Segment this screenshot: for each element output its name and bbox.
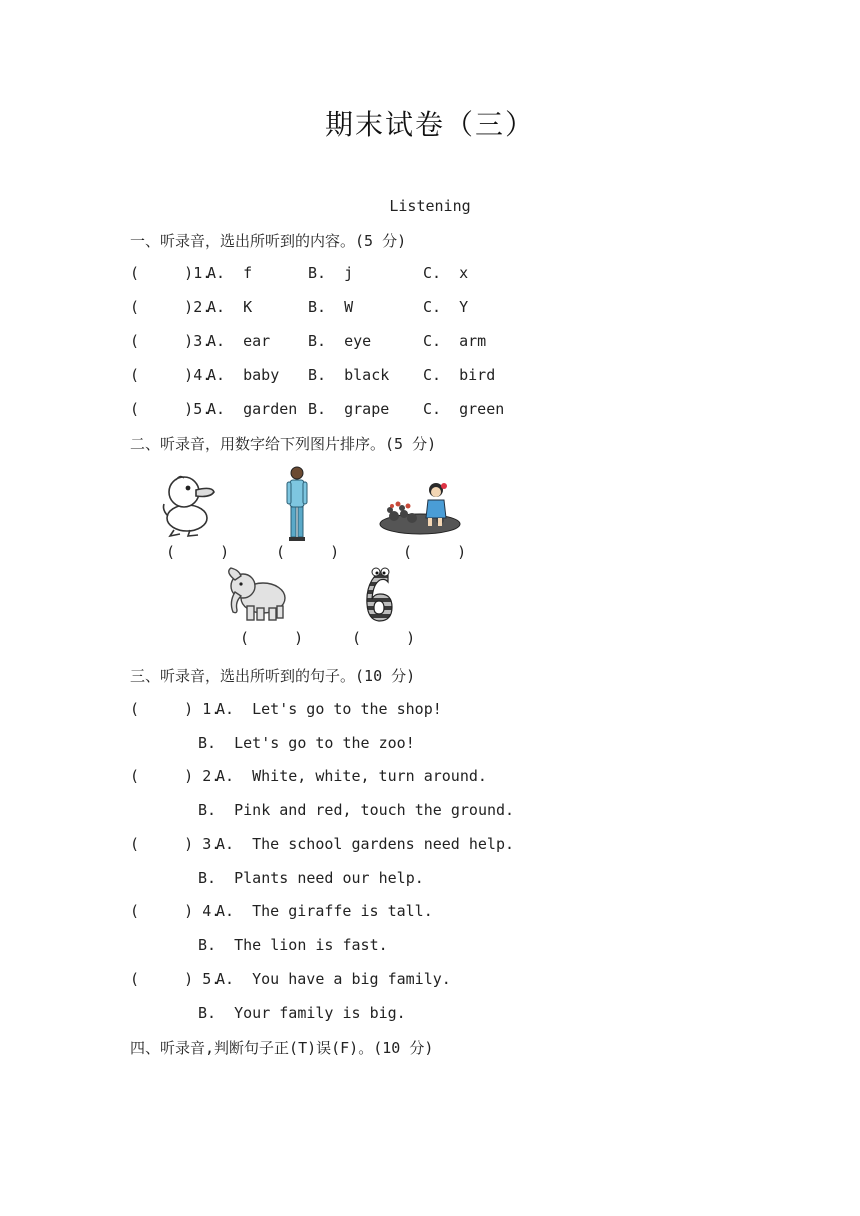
s1-q3-option-b: B. eye xyxy=(308,332,372,350)
s1-q3-option-a: A. ear xyxy=(207,332,271,350)
s3-q5-option-a: A. You have a big family. xyxy=(216,970,451,988)
s3-q4-option-a: A. The giraffe is tall. xyxy=(216,902,433,920)
s1-q4-option-a: A. baby xyxy=(207,366,280,384)
s1-q1-option-c: C. x xyxy=(423,264,469,282)
man-icon xyxy=(282,464,312,542)
s3-q3-option-a: A. The school gardens need help. xyxy=(216,835,515,853)
s3-q2-option-a: A. White, white, turn around. xyxy=(216,767,487,785)
duck-icon xyxy=(160,472,222,538)
s3-q5-option-b: B. Your family is big. xyxy=(198,1004,406,1022)
s1-q4-number: ( )4. xyxy=(130,366,212,384)
s1-q5-number: ( )5. xyxy=(130,400,212,418)
s1-q5-option-c: C. green xyxy=(423,400,505,418)
s1-q3-option-c: C. arm xyxy=(423,332,487,350)
s3-q4-number: ( ) 4. xyxy=(130,902,221,920)
s3-q1-number: ( ) 1. xyxy=(130,700,221,718)
picture-5-blank: ( ) xyxy=(352,629,416,647)
picture-3-blank: ( ) xyxy=(403,543,467,561)
s3-q4-option-b: B. The lion is fast. xyxy=(198,936,388,954)
page-subtitle: Listening xyxy=(389,197,471,215)
number-six-icon xyxy=(362,566,396,624)
s1-q3-number: ( )3. xyxy=(130,332,212,350)
s3-q2-option-b: B. Pink and red, touch the ground. xyxy=(198,801,515,819)
s1-q1-option-b: B. j xyxy=(308,264,354,282)
s3-q5-number: ( ) 5. xyxy=(130,970,221,988)
section-1-heading: 一、听录音，选出所听到的内容。(5 分) xyxy=(130,232,407,250)
picture-2-blank: ( ) xyxy=(276,543,340,561)
picture-1-blank: ( ) xyxy=(166,543,230,561)
page-title: 期末试卷（三） xyxy=(324,108,535,141)
s1-q2-option-a: A. K xyxy=(207,298,253,316)
section-3-heading: 三、听录音，选出所听到的句子。(10 分) xyxy=(130,667,416,685)
section-2-heading: 二、听录音，用数字给下列图片排序。(5 分) xyxy=(130,435,437,453)
elephant-icon xyxy=(225,566,289,624)
s1-q4-option-c: C. bird xyxy=(423,366,496,384)
s1-q4-option-b: B. black xyxy=(308,366,390,384)
s3-q3-number: ( ) 3. xyxy=(130,835,221,853)
s1-q5-option-b: B. grape xyxy=(308,400,390,418)
picture-4-blank: ( ) xyxy=(240,629,304,647)
s3-q3-option-b: B. Plants need our help. xyxy=(198,869,424,887)
s1-q1-number: ( )1. xyxy=(130,264,212,282)
s3-q2-number: ( ) 2. xyxy=(130,767,221,785)
s1-q1-option-a: A. f xyxy=(207,264,253,282)
girl-garden-icon xyxy=(378,480,464,536)
s1-q2-number: ( )2. xyxy=(130,298,212,316)
s3-q1-option-b: B. Let's go to the zoo! xyxy=(198,734,415,752)
section-4-heading: 四、听录音,判断句子正(T)误(F)。(10 分) xyxy=(130,1039,434,1057)
s3-q1-option-a: A. Let's go to the shop! xyxy=(216,700,442,718)
s1-q2-option-c: C. Y xyxy=(423,298,469,316)
s1-q2-option-b: B. W xyxy=(308,298,354,316)
s1-q5-option-a: A. garden xyxy=(207,400,298,418)
